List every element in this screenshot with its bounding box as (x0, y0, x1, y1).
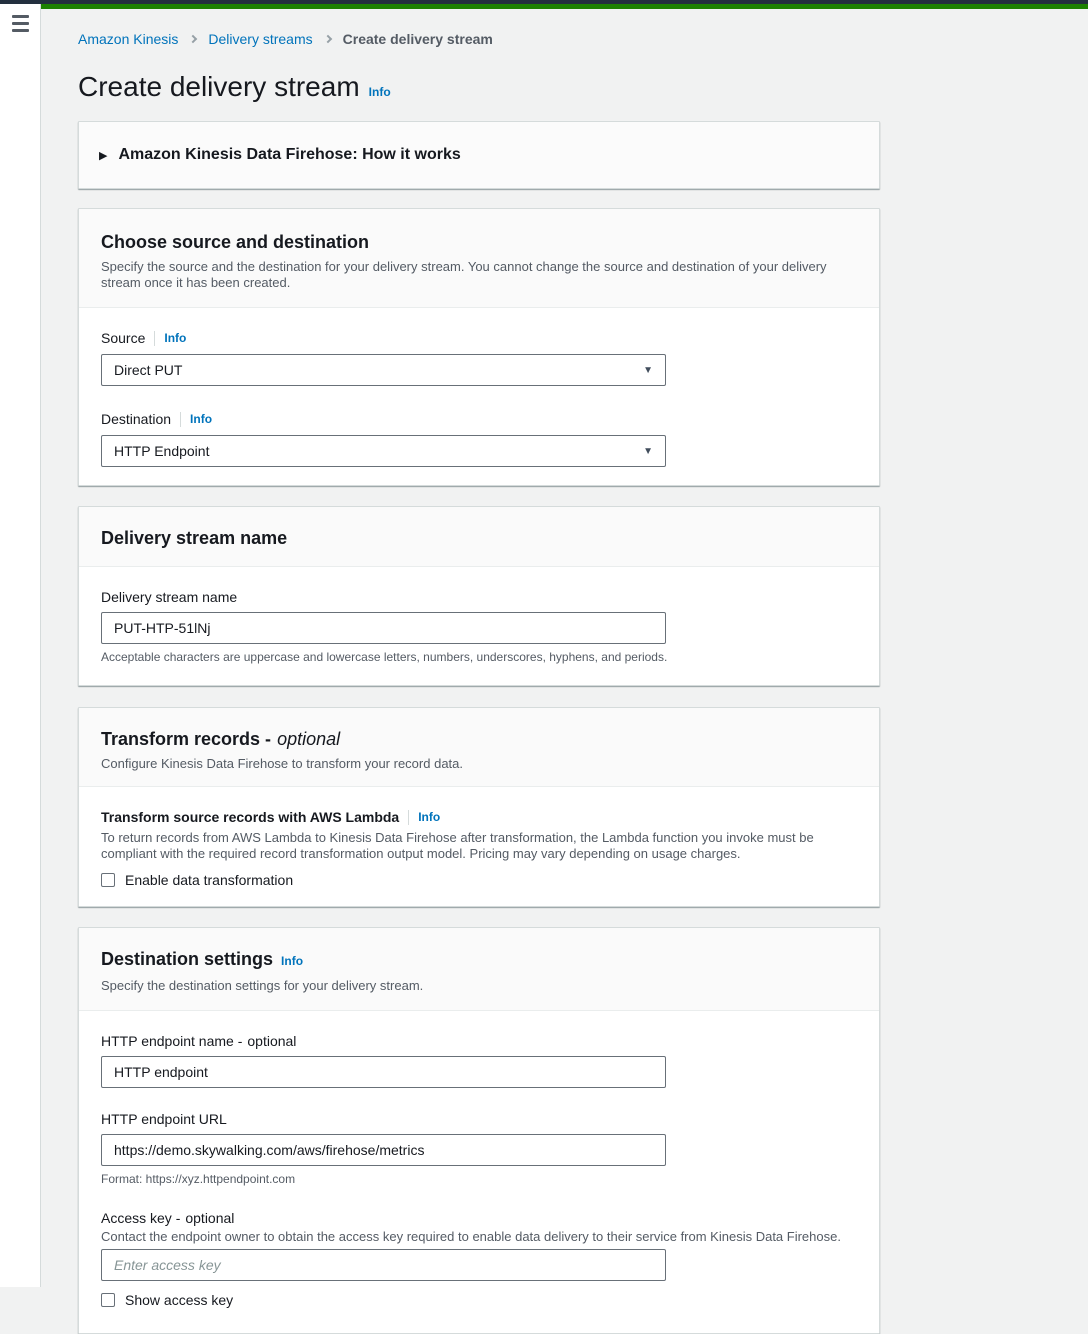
source-destination-card (78, 208, 880, 486)
transform-records-title: Transform records - (101, 729, 272, 749)
lambda-description: To return records from AWS Lambda to Kinesis Data Firehose after transformation, the Lambda function you invoke must be compliant with the required record transformation output model. Pricing may vary depending on usage charges. (101, 830, 814, 861)
source-destination-header (79, 209, 879, 308)
caret-down-icon: ▼ (643, 445, 653, 457)
destination-settings-title: Destination settings (101, 949, 274, 969)
page-title-info-link[interactable]: Info (368, 85, 391, 99)
caret-right-icon: ▶ (99, 149, 108, 162)
endpoint-name-input[interactable] (101, 1056, 666, 1088)
show-access-key-checkbox[interactable] (101, 1293, 115, 1307)
endpoint-name-label: HTTP endpoint name - (101, 1033, 243, 1049)
destination-select[interactable] (101, 435, 666, 467)
transform-records-header (79, 708, 879, 787)
accent-progress-bar (41, 4, 1088, 9)
lambda-label: Transform source records with AWS Lambda (101, 809, 400, 825)
hamburger-menu-icon[interactable] (12, 15, 29, 32)
source-select-value: Direct PUT (114, 362, 183, 378)
chevron-right-icon (189, 35, 197, 43)
label-divider (154, 331, 155, 346)
access-key-label: Access key - (101, 1210, 181, 1226)
delivery-stream-name-title: Delivery stream name (101, 528, 288, 548)
collapsed-sidebar (0, 4, 41, 1287)
destination-settings-body (79, 1011, 879, 1333)
enable-data-transformation-label: Enable data transformation (125, 872, 294, 888)
destination-settings-info-link[interactable]: Info (281, 954, 304, 968)
destination-settings-card (78, 927, 880, 1334)
how-it-works-title: Amazon Kinesis Data Firehose: How it works (118, 146, 461, 163)
enable-data-transformation-checkbox[interactable] (101, 873, 115, 887)
delivery-stream-name-body (79, 567, 879, 685)
source-select[interactable] (101, 354, 666, 386)
source-destination-description: Specify the source and the destination for your delivery stream. You cannot change the source and destination of your delivery stream once it has been created. (101, 259, 827, 290)
breadcrumb-amazon-kinesis[interactable]: Amazon Kinesis (78, 31, 179, 47)
transform-records-description: Configure Kinesis Data Firehose to transform your record data. (101, 756, 464, 771)
how-it-works-expander[interactable] (78, 121, 880, 189)
access-key-description: Contact the endpoint owner to obtain the access key required to enable data delivery to their service from Kinesis Data Firehose. (101, 1229, 841, 1244)
breadcrumb-current: Create delivery stream (342, 31, 493, 47)
source-destination-title: Choose source and destination (101, 232, 370, 252)
page-title: Create delivery stream (78, 71, 360, 102)
access-key-input[interactable] (101, 1249, 666, 1281)
source-label: Source (101, 330, 146, 346)
show-access-key-label: Show access key (125, 1292, 234, 1308)
chevron-right-icon (323, 35, 331, 43)
stream-name-help: Acceptable characters are uppercase and lowercase letters, numbers, underscores, hyphens, and periods. (101, 650, 668, 664)
transform-records-body (79, 787, 879, 906)
access-key-optional: optional (185, 1210, 235, 1226)
endpoint-url-help: Format: https://xyz.httpendpoint.com (101, 1172, 296, 1186)
stream-name-field-label: Delivery stream name (101, 589, 238, 605)
delivery-stream-name-header (79, 507, 879, 567)
lambda-info-link[interactable]: Info (418, 810, 441, 824)
destination-info-link[interactable]: Info (190, 412, 213, 426)
main-content (41, 0, 921, 1334)
source-info-link[interactable]: Info (164, 331, 187, 345)
destination-select-value: HTTP Endpoint (114, 443, 210, 459)
endpoint-url-label: HTTP endpoint URL (101, 1111, 227, 1127)
endpoint-url-input[interactable] (101, 1134, 666, 1166)
source-destination-body (79, 308, 879, 485)
caret-down-icon: ▼ (643, 364, 653, 376)
delivery-stream-name-card (78, 506, 880, 686)
destination-settings-description: Specify the destination settings for your delivery stream. (101, 978, 424, 993)
breadcrumb-delivery-streams[interactable]: Delivery streams (208, 31, 313, 47)
label-divider (408, 810, 409, 825)
stream-name-input[interactable] (101, 612, 666, 644)
destination-label: Destination (101, 411, 172, 427)
transform-records-card (78, 707, 880, 907)
transform-records-optional: optional (277, 729, 341, 749)
label-divider (180, 412, 181, 427)
destination-settings-header (79, 928, 879, 1011)
endpoint-name-optional: optional (247, 1033, 297, 1049)
